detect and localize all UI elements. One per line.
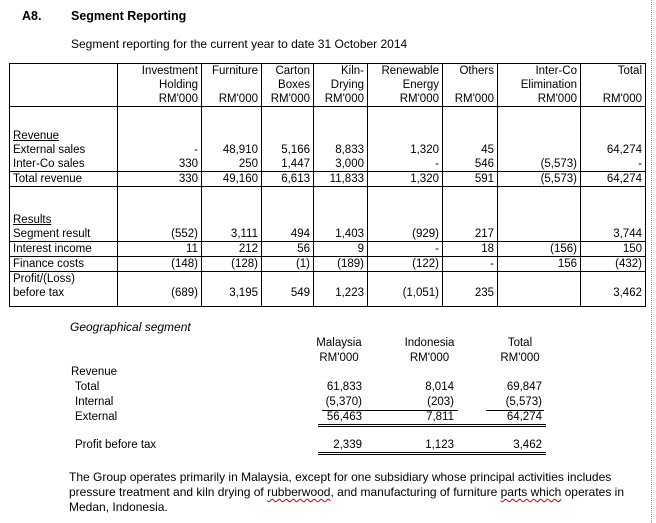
spacer-cell	[314, 187, 368, 214]
empty-cell	[498, 272, 581, 287]
geo-col-header-total	[488, 336, 552, 366]
geo-cell: 56,463	[326, 411, 362, 423]
spacer-row	[10, 187, 646, 214]
table-cell: (1,051)	[368, 286, 443, 307]
table-cell: 48,910	[202, 143, 262, 157]
header-cell-empty	[10, 78, 118, 92]
table-cell: 3,000	[314, 157, 368, 172]
table-cell	[498, 286, 581, 307]
geo-col-name: Total	[507, 337, 533, 349]
column-header: Renewable	[368, 64, 443, 79]
spacer-cell	[443, 107, 498, 130]
geo-cell: (5,370)	[325, 396, 362, 408]
empty-cell	[443, 272, 498, 287]
table-cell: 250	[202, 157, 262, 172]
geo-cell: (5,573)	[505, 396, 542, 408]
segment-table	[9, 63, 646, 307]
pbt-label-2: before tax	[10, 286, 118, 307]
geo-double-rule-bottom	[318, 426, 546, 427]
table-cell: -	[368, 242, 443, 257]
row-label: Total revenue	[10, 172, 118, 187]
geo-col-header-malaysia	[304, 336, 374, 366]
row-label: Inter-Co sales	[10, 157, 118, 172]
table-cell: (432)	[581, 257, 646, 272]
geo-segment-title: Geographical segment	[70, 320, 191, 334]
header-cell-empty	[10, 92, 118, 107]
row-label: External sales	[10, 143, 118, 157]
footer-word-rubberwood: rubberwood	[267, 485, 331, 499]
table-cell: 11	[118, 242, 202, 257]
spacer-cell	[202, 107, 262, 130]
table-subtitle: Segment reporting for the current year to date 31 October 2014	[71, 37, 408, 51]
header-row	[10, 92, 646, 107]
table-cell: 330	[118, 172, 202, 187]
empty-cell	[443, 213, 498, 227]
geo-col-unit: RM'000	[409, 352, 450, 364]
table-cell: 3,111	[202, 227, 262, 242]
empty-cell	[202, 213, 262, 227]
table-cell: (5,573)	[498, 157, 581, 172]
heading-row	[10, 213, 646, 227]
empty-cell	[118, 129, 202, 143]
column-header	[581, 78, 646, 92]
geo-row-label: Internal	[75, 396, 114, 408]
table-cell: (929)	[368, 227, 443, 242]
table-cell	[498, 227, 581, 242]
heading-row	[10, 129, 646, 143]
geo-cell: 3,462	[513, 439, 542, 451]
table-cell: 45	[443, 143, 498, 157]
empty-cell	[262, 272, 314, 287]
table-cell: (156)	[498, 242, 581, 257]
table-cell: 6,613	[262, 172, 314, 187]
table-cell: 9	[314, 242, 368, 257]
geo-row-label: Total	[75, 381, 100, 393]
empty-cell	[443, 129, 498, 143]
table-cell: 330	[118, 157, 202, 172]
geo-cell: 8,014	[425, 381, 454, 393]
table-cell: 1,403	[314, 227, 368, 242]
geo-cell: (203)	[427, 396, 454, 408]
spacer-cell	[443, 187, 498, 214]
geo-pbt-rule-top	[318, 452, 546, 453]
geo-cell: 7,811	[426, 411, 454, 423]
table-cell: 1,320	[368, 172, 443, 187]
empty-cell	[498, 129, 581, 143]
row-label: Interest income	[10, 242, 118, 257]
table-cell: -	[581, 157, 646, 172]
table-cell: 156	[498, 257, 581, 272]
geo-cell: 69,847	[506, 381, 542, 393]
spacer-cell	[262, 187, 314, 214]
table-cell: 3,462	[581, 286, 646, 307]
row-label: Finance costs	[10, 257, 118, 272]
spacer-cell	[262, 107, 314, 130]
header-cell-empty	[10, 64, 118, 79]
header-row	[10, 78, 646, 92]
spacer-cell	[314, 107, 368, 130]
table-cell: (552)	[118, 227, 202, 242]
empty-cell	[368, 129, 443, 143]
column-header: RM'000	[443, 92, 498, 107]
table-cell: 546	[443, 157, 498, 172]
column-header: RM'000	[368, 92, 443, 107]
footer-text-1: The Group operates primarily in Malaysia, except for one subsidiary whose principal activities includes pressure treatment and kiln drying of	[69, 470, 612, 499]
empty-cell	[581, 272, 646, 287]
footer-text-3: operates in Medan, Indonesia.	[69, 485, 625, 514]
empty-cell	[581, 213, 646, 227]
section-heading: Revenue	[10, 129, 118, 143]
results-row	[10, 257, 646, 272]
geo-cell: 1,123	[425, 439, 454, 451]
spacer-cell	[498, 107, 581, 130]
spacer-row	[10, 107, 646, 130]
table-cell: 1,320	[368, 143, 443, 157]
spacer-cell	[10, 187, 118, 214]
row-label: Segment result	[10, 227, 118, 242]
table-cell: 494	[262, 227, 314, 242]
table-cell: 64,274	[581, 172, 646, 187]
table-cell	[498, 143, 581, 157]
table-cell: -	[368, 157, 443, 172]
results-row	[10, 242, 646, 257]
table-cell: 11,833	[314, 172, 368, 187]
table-cell: -	[443, 257, 498, 272]
section-title: Segment Reporting	[71, 9, 187, 23]
table-cell: (128)	[202, 257, 262, 272]
geo-col-name: Indonesia	[404, 337, 455, 349]
pbt-row-2	[10, 286, 646, 307]
footer-note	[69, 470, 629, 515]
empty-cell	[262, 129, 314, 143]
column-header: Boxes	[262, 78, 314, 92]
geo-double-rule-top	[318, 424, 546, 425]
footer-text-2: , and manufacturing of furniture	[330, 485, 501, 499]
geo-col-header-indonesia	[392, 336, 467, 366]
table-cell: 64,274	[581, 143, 646, 157]
table-cell: (5,573)	[498, 172, 581, 187]
column-header: Elimination	[498, 78, 581, 92]
revenue-total-row	[10, 172, 646, 187]
table-cell: 5,166	[262, 143, 314, 157]
column-header: RM'000	[118, 92, 202, 107]
spacer-cell	[368, 107, 443, 130]
table-cell: -	[118, 143, 202, 157]
table-cell: 549	[262, 286, 314, 307]
column-header: Total	[581, 64, 646, 79]
geo-row-label: External	[75, 411, 118, 423]
empty-cell	[118, 213, 202, 227]
empty-cell	[581, 129, 646, 143]
table-cell: (1)	[262, 257, 314, 272]
column-header: RM'000	[262, 92, 314, 107]
table-cell: 591	[443, 172, 498, 187]
empty-cell	[368, 272, 443, 287]
revenue-row	[10, 157, 646, 172]
spacer-cell	[10, 107, 118, 130]
spacer-cell	[581, 107, 646, 130]
pbt-label-1: Profit/(Loss)	[10, 272, 118, 287]
column-header: RM'000	[581, 92, 646, 107]
column-header: Others	[443, 64, 498, 79]
column-header: Drying	[314, 78, 368, 92]
column-header: Holding	[118, 78, 202, 92]
geo-col-name: Malaysia	[316, 337, 362, 349]
empty-cell	[314, 213, 368, 227]
column-header: Kiln-	[314, 64, 368, 79]
geo-col-unit: RM'000	[500, 352, 540, 364]
page-edge-dotted-line	[651, 0, 652, 523]
header-row	[10, 64, 646, 79]
table-cell: 3,744	[581, 227, 646, 242]
column-header: RM'000	[202, 92, 262, 107]
table-cell: (122)	[368, 257, 443, 272]
column-header: Furniture	[202, 64, 262, 79]
geo-col-unit: RM'000	[319, 352, 359, 364]
table-cell: 1,223	[314, 286, 368, 307]
table-cell: 8,833	[314, 143, 368, 157]
geo-pbt-label: Profit before tax	[75, 439, 157, 451]
section-heading: Results	[10, 213, 118, 227]
column-header: Inter-Co	[498, 64, 581, 79]
column-header: Investment	[118, 64, 202, 79]
spacer-cell	[118, 107, 202, 130]
geo-cell: 61,833	[326, 381, 362, 393]
table-cell: 1,447	[262, 157, 314, 172]
spacer-cell	[202, 187, 262, 214]
empty-cell	[314, 129, 368, 143]
spacer-cell	[118, 187, 202, 214]
empty-cell	[368, 213, 443, 227]
empty-cell	[202, 129, 262, 143]
column-header	[443, 78, 498, 92]
table-cell: 18	[443, 242, 498, 257]
spacer-cell	[368, 187, 443, 214]
empty-cell	[262, 213, 314, 227]
table-cell: 212	[202, 242, 262, 257]
geo-cell: 64,274	[506, 411, 542, 423]
pbt-row-1	[10, 272, 646, 287]
results-row	[10, 227, 646, 242]
column-header: RM'000	[498, 92, 581, 107]
spacer-cell	[498, 187, 581, 214]
empty-cell	[118, 272, 202, 287]
table-cell: 56	[262, 242, 314, 257]
footer-words-parts-which: parts which	[500, 485, 562, 499]
section-number: A8.	[22, 9, 42, 23]
table-cell: (148)	[118, 257, 202, 272]
table-cell: (689)	[118, 286, 202, 307]
table-cell: 150	[581, 242, 646, 257]
column-header	[202, 78, 262, 92]
empty-cell	[202, 272, 262, 287]
revenue-row	[10, 143, 646, 157]
table-cell: 235	[443, 286, 498, 307]
column-header: Carton	[262, 64, 314, 79]
table-cell: (189)	[314, 257, 368, 272]
table-cell: 3,195	[202, 286, 262, 307]
empty-cell	[498, 213, 581, 227]
spacer-cell	[581, 187, 646, 214]
table-cell: 49,160	[202, 172, 262, 187]
column-header: Energy	[368, 78, 443, 92]
column-header: RM'000	[314, 92, 368, 107]
table-cell: 217	[443, 227, 498, 242]
empty-cell	[314, 272, 368, 287]
geo-cell: 2,339	[333, 439, 362, 451]
geo-pbt-rule-bottom	[318, 454, 546, 455]
geo-revenue-label: Revenue	[71, 366, 118, 378]
